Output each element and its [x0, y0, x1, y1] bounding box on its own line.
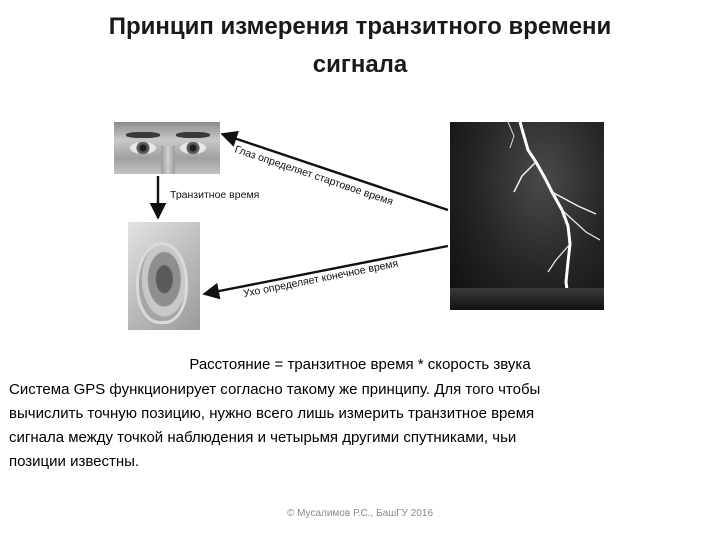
slide-title-line-1: Принцип измерения транзитного времени — [108, 13, 612, 40]
paragraph-line: сигнала между точкой наблюдения и четырьмя другими спутниками, чьи — [9, 429, 517, 446]
footer-copyright: © Мусалимов Р.С., БашГУ 2016 — [286, 508, 434, 519]
transit-time-label: Транзитное время — [170, 189, 260, 201]
ear-arrow-label: Ухо определяет конечное время — [242, 257, 400, 300]
transit-time-diagram — [110, 118, 610, 338]
ear-arrow — [204, 246, 448, 294]
eye-arrow-label: Глаз определяет стартовое время — [233, 143, 395, 208]
gps-paragraph — [9, 378, 709, 474]
diagram-arrows — [110, 118, 610, 338]
paragraph-line: Система GPS функционирует согласно такому же принципу. Для того чтобы — [9, 381, 541, 398]
slide-title-line-2: сигнала — [312, 51, 408, 78]
slide-title — [0, 8, 720, 84]
distance-formula: Расстояние = транзитное время * скорость звука — [189, 356, 531, 373]
paragraph-line: позиции известны. — [9, 453, 140, 470]
paragraph-line: вычислить точную позицию, нужно всего лишь измерить транзитное время — [9, 405, 535, 422]
